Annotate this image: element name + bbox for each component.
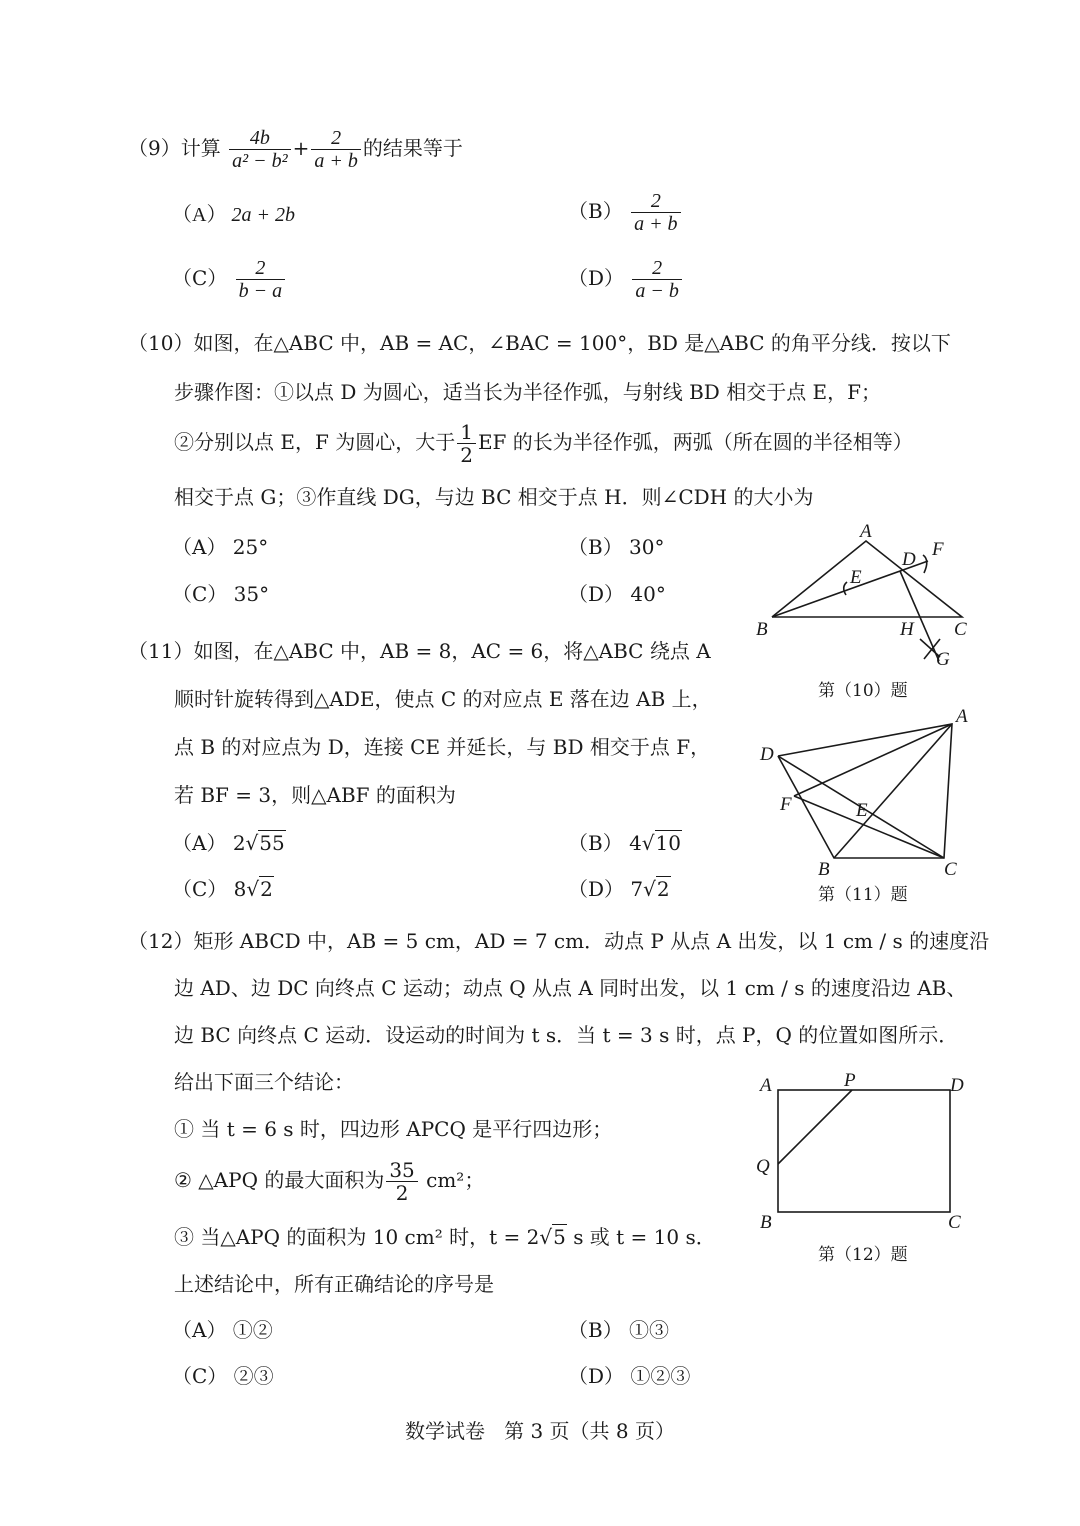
q11-segment-ab bbox=[834, 724, 952, 858]
q11-option-b: （B） 4√10 bbox=[568, 831, 681, 855]
q9-option-b: （B） $\frac{2}{a + b}$ bbox=[568, 190, 683, 235]
q11-option-c: （C） 8√2 bbox=[172, 877, 273, 901]
q11-option-d: （D） 7√2 bbox=[568, 877, 670, 901]
q12-line-5: 上述结论中，所有正确结论的序号是 bbox=[174, 1272, 494, 1296]
q10-line-3: ②分别以点 E，F 为圆心，大于 $\frac{1}{2}$ EF 的长为半径作弧，两弧（所在圆的半径相等） bbox=[174, 420, 913, 467]
q10-label-g: G bbox=[936, 649, 950, 670]
q10-arc-e bbox=[844, 582, 847, 595]
q12-option-a: （A） ①② bbox=[172, 1318, 273, 1342]
q12-label-a: A bbox=[760, 1075, 772, 1096]
q10-label-h: H bbox=[900, 619, 914, 640]
q12-conclusion-3: ③ 当△APQ 的面积为 10 cm² 时，t = 2√5 s 或 t = 10 s． bbox=[174, 1225, 716, 1249]
q12-label-d: D bbox=[950, 1075, 964, 1096]
q10-label-b: B bbox=[756, 619, 768, 640]
q10-label-e: E bbox=[850, 567, 862, 588]
q12-figure bbox=[752, 1066, 982, 1234]
q10-figure bbox=[740, 515, 990, 675]
q12-rectangle bbox=[778, 1090, 950, 1212]
q10-line-4: 相交于点 G；③作直线 DG，与边 BC 相交于点 H．则∠CDH 的大小为 bbox=[174, 485, 814, 509]
q11-line-3: 点 B 的对应点为 D，连接 CE 并延长，与 BD 相交于点 F， bbox=[174, 735, 711, 759]
q11-line-2: 顺时针旋转得到△ADE，使点 C 的对应点 E 落在边 AB 上， bbox=[174, 687, 712, 711]
q12-segment-pq bbox=[778, 1090, 852, 1164]
page-footer: 数学试卷 第 3 页（共 8 页） bbox=[405, 1419, 675, 1443]
q11-line-1: （11）如图，在△ABC 中，AB = 8，AC = 6，将△ABC 绕点 A bbox=[128, 639, 711, 663]
q12-label-c: C bbox=[948, 1212, 961, 1233]
q10-line-2: 步骤作图：①以点 D 为圆心，适当长为半径作弧，与射线 BD 相交于点 E，F； bbox=[174, 380, 882, 404]
q11-label-b: B bbox=[818, 859, 830, 880]
q12-label-b: B bbox=[760, 1212, 772, 1233]
q11-label-c: C bbox=[944, 859, 957, 880]
q12-line-3: 边 BC 向终点 C 运动．设运动的时间为 t s．当 t = 3 s 时，点 P，Q 的位置如图所示． bbox=[174, 1023, 959, 1047]
q12-conclusion-1: ① 当 t = 6 s 时，四边形 APCQ 是平行四边形； bbox=[174, 1117, 613, 1141]
q11-figure bbox=[750, 700, 990, 880]
q12-option-b: （B） ①③ bbox=[568, 1318, 670, 1342]
q12-option-c: （C） ②③ bbox=[172, 1364, 274, 1388]
q11-label-a: A bbox=[956, 706, 968, 727]
q10-label-a: A bbox=[860, 521, 872, 542]
q12-label-q: Q bbox=[756, 1156, 770, 1177]
q12-line-4: 给出下面三个结论： bbox=[174, 1070, 354, 1094]
q11-label-f: F bbox=[780, 794, 792, 815]
q9-option-d: （D） $\frac{2}{a - b}$ bbox=[568, 257, 684, 302]
q11-caption: 第（11）题 bbox=[818, 885, 908, 905]
q9-fraction-1: $\frac{4b}{\text{a² − b²}}$ bbox=[229, 127, 291, 172]
q12-caption: 第（12）题 bbox=[818, 1245, 908, 1265]
q10-caption: 第（10）题 bbox=[818, 681, 908, 701]
q10-option-b: （B） 30° bbox=[568, 535, 665, 559]
q9-option-c: （C） $\frac{2}{b - a}$ bbox=[172, 257, 287, 302]
q9-stem: （9）计算 $\frac{4b}{\text{a² − b²}}$ + $\frac{2}{a + b}$ 的结果等于 bbox=[128, 127, 463, 172]
q10-line-1: （10）如图，在△ABC 中，AB = AC，∠BAC = 100°，BD 是△ABC 的角平分线．按以下 bbox=[128, 331, 951, 355]
q12-option-d: （D） ①②③ bbox=[568, 1364, 691, 1388]
q10-option-c: （C） 35° bbox=[172, 582, 270, 606]
q11-line-4: 若 BF = 3，则△ABF 的面积为 bbox=[174, 783, 456, 807]
q10-option-d: （D） 40° bbox=[568, 582, 666, 606]
q10-label-c: C bbox=[954, 619, 967, 640]
q12-line-2: 边 AD、边 DC 向终点 C 运动；动点 Q 从点 A 同时出发，以 1 cm / s 的速度沿边 AB、 bbox=[174, 976, 967, 1000]
q10-arc-f bbox=[923, 555, 927, 573]
q10-label-f: F bbox=[932, 539, 944, 560]
q11-label-d: D bbox=[760, 744, 774, 765]
q11-label-e: E bbox=[856, 800, 868, 821]
q9-fraction-2: $\frac{2}{a + b}$ bbox=[311, 127, 361, 172]
q12-line-1: （12）矩形 ABCD 中，AB = 5 cm，AD = 7 cm．动点 P 从点 A 出发，以 1 cm / s 的速度沿 bbox=[128, 929, 990, 953]
q11-segment-ae bbox=[794, 724, 952, 796]
q10-option-a: （A） 25° bbox=[172, 535, 269, 559]
q11-option-a: （A） 2√55 bbox=[172, 831, 285, 855]
q10-label-d: D bbox=[902, 549, 916, 570]
q9-option-a: （A） 2a + 2b bbox=[172, 204, 295, 226]
q12-label-p: P bbox=[844, 1070, 856, 1091]
q12-conclusion-2: ② △APQ 的最大面积为 $\frac{35}{2}$ cm²； bbox=[174, 1158, 485, 1205]
